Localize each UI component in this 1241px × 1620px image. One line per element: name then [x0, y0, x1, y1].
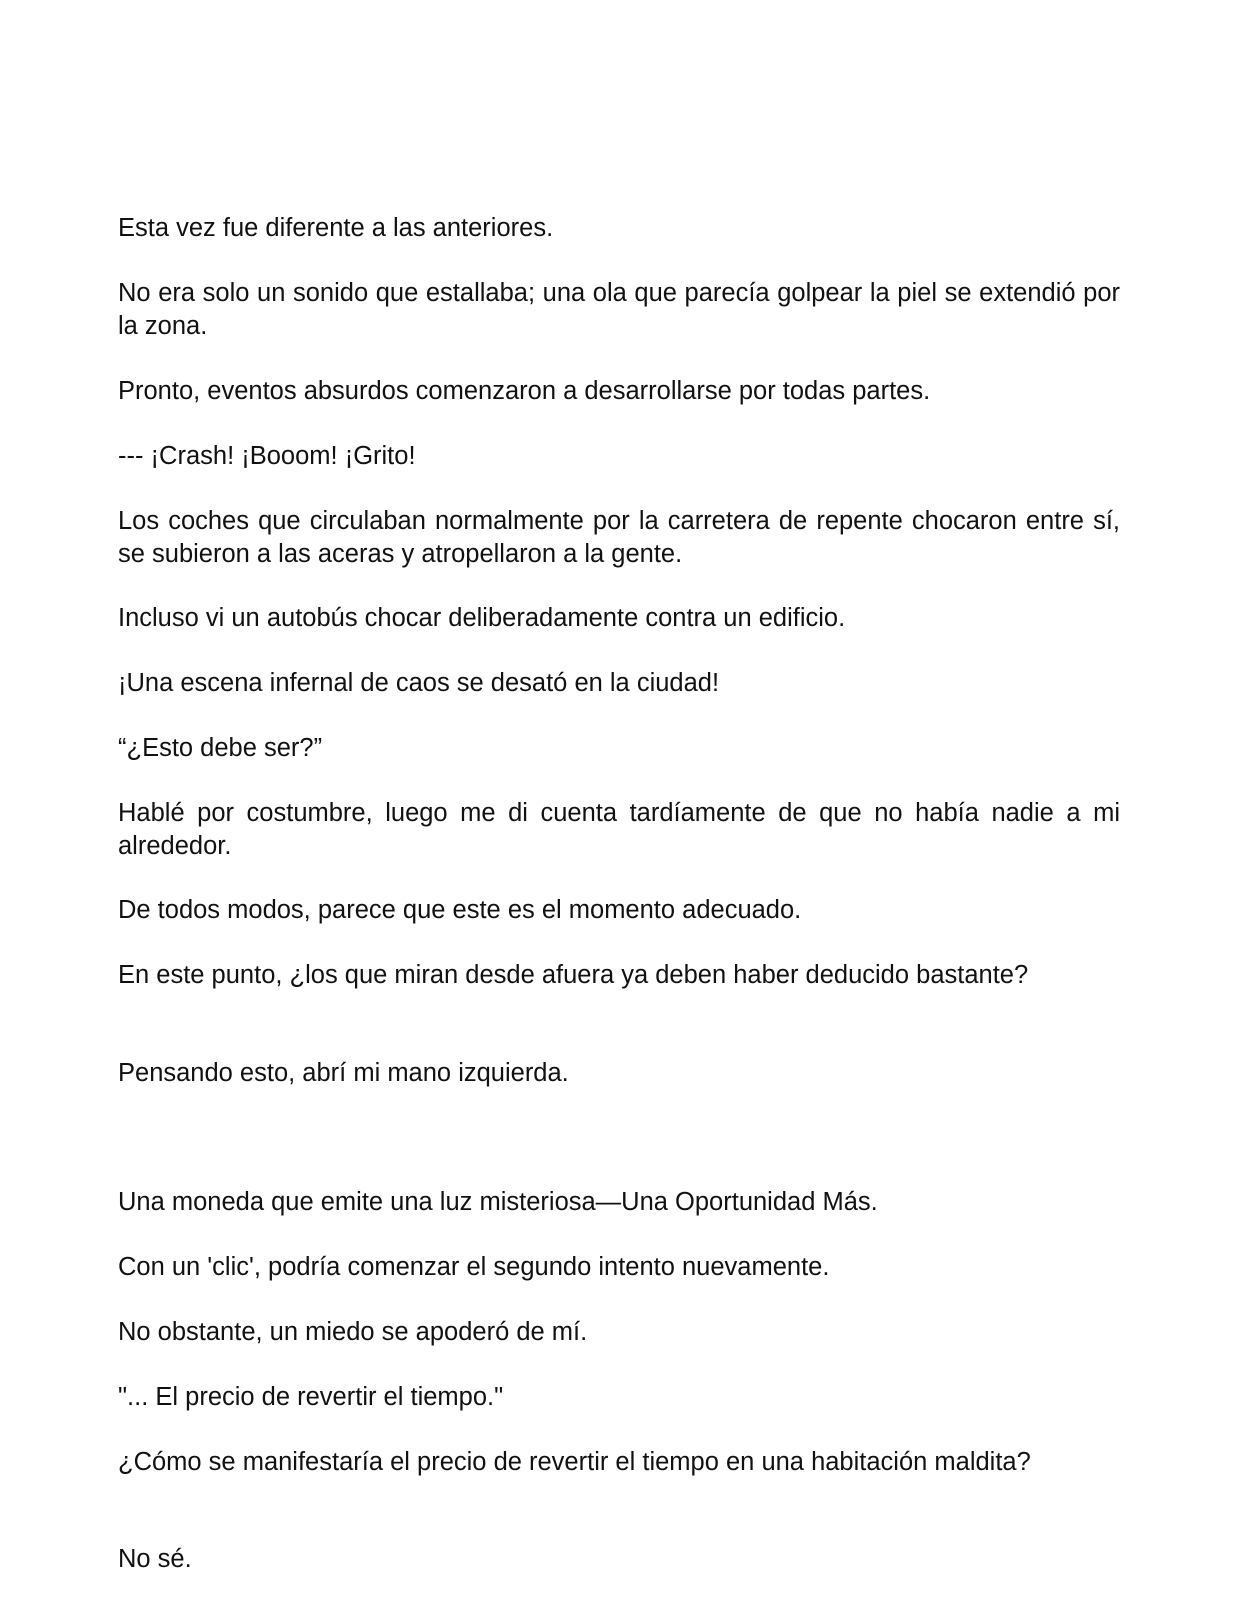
- paragraph: De todos modos, parece que este es el momento adecuado.: [118, 896, 802, 924]
- paragraph: Hablé por costumbre, luego me di cuenta tardíamente de que no había nadie a mi alrededor.: [118, 799, 1120, 860]
- paragraph: No obstante, un miedo se apoderó de mí.: [118, 1318, 588, 1346]
- paragraph: Los coches que circulaban normalmente por la carretera de repente chocaron entre sí, se subieron a las aceras y atropellaron a la gente.: [118, 507, 1120, 568]
- paragraph: No era solo un sonido que estallaba; una ola que parecía golpear la piel se extendió por la zona.: [118, 279, 1120, 340]
- paragraph: Una moneda que emite una luz misteriosa—Una Oportunidad Más.: [118, 1188, 878, 1216]
- paragraph: --- ¡Crash! ¡Booom! ¡Grito!: [118, 442, 416, 470]
- paragraph: "... El precio de revertir el tiempo.": [118, 1383, 504, 1411]
- paragraph: Esta vez fue diferente a las anteriores.: [118, 214, 554, 242]
- paragraph: No sé.: [118, 1545, 192, 1573]
- paragraph: Pensando esto, abrí mi mano izquierda.: [118, 1059, 569, 1087]
- paragraph: Pronto, eventos absurdos comenzaron a desarrollarse por todas partes.: [118, 377, 931, 405]
- paragraph: Con un 'clic', podría comenzar el segundo intento nuevamente.: [118, 1253, 830, 1281]
- paragraph: “¿Esto debe ser?”: [118, 734, 323, 762]
- paragraph: En este punto, ¿los que miran desde afuera ya deben haber deducido bastante?: [118, 961, 1029, 989]
- paragraph: ¡Una escena infernal de caos se desató en la ciudad!: [118, 669, 720, 697]
- paragraph: Incluso vi un autobús chocar deliberadamente contra un edificio.: [118, 604, 846, 632]
- paragraph: ¿Cómo se manifestaría el precio de revertir el tiempo en una habitación maldita?: [118, 1448, 1031, 1476]
